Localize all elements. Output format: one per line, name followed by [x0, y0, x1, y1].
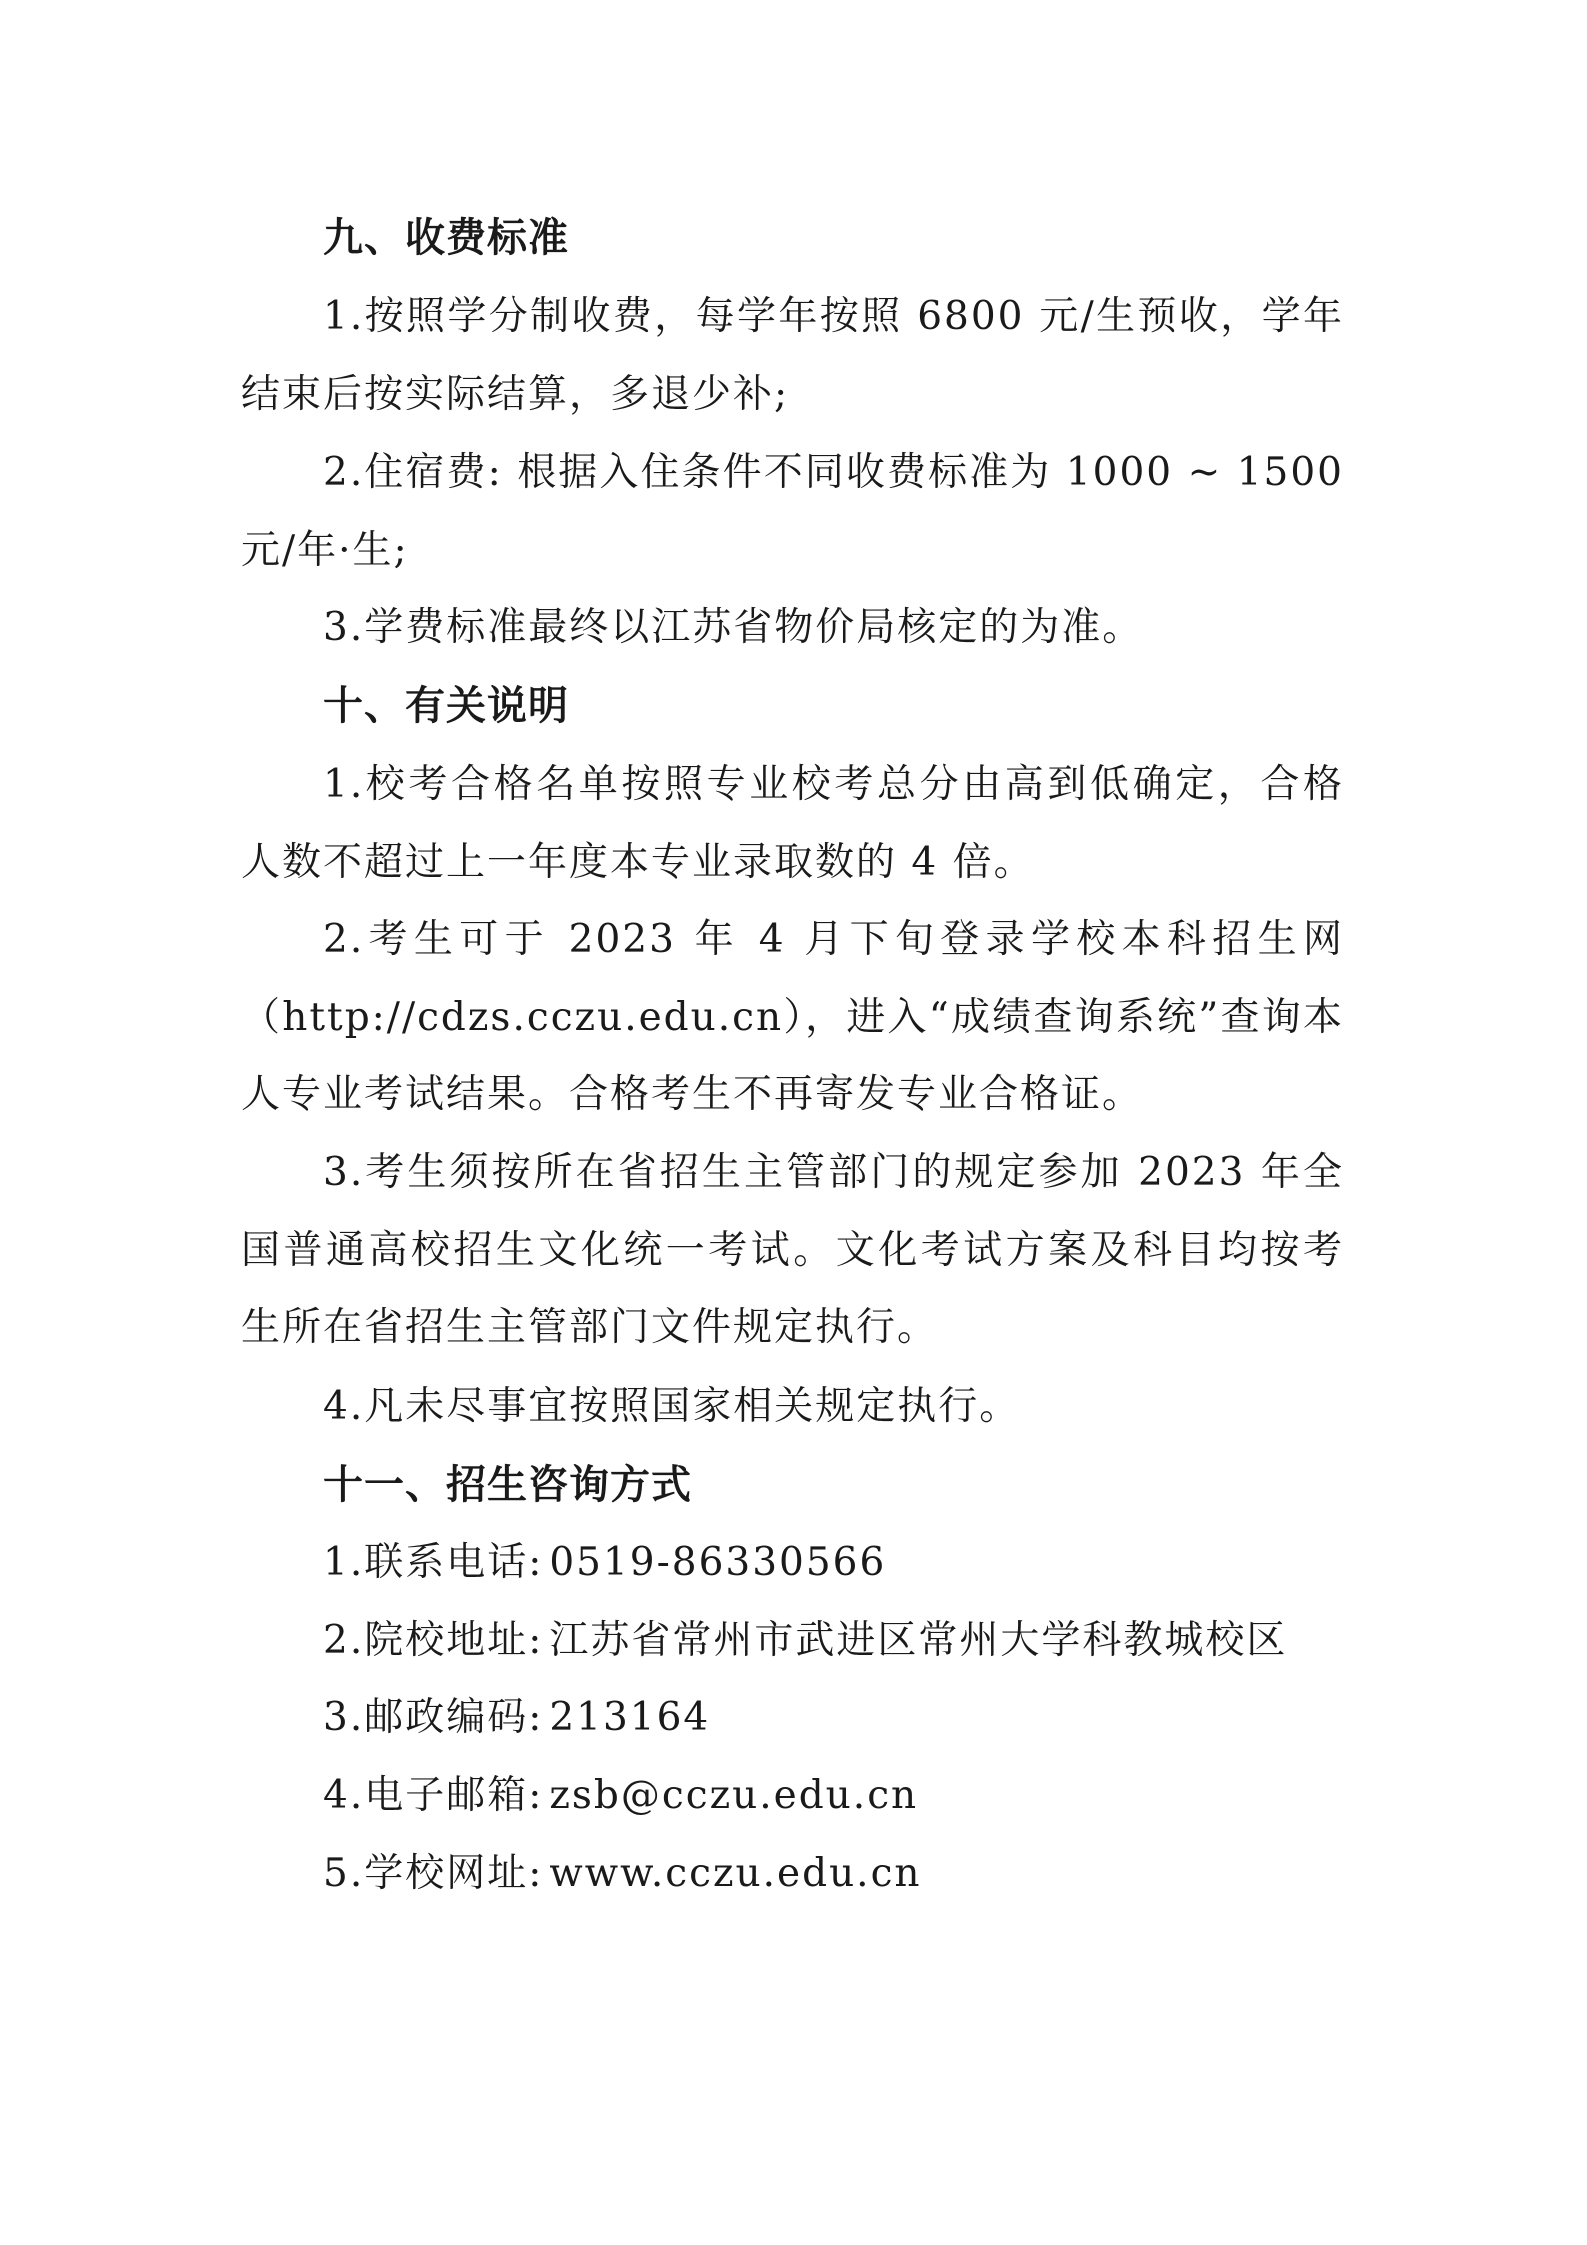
contact-address-label: 2.院校地址:: [323, 1618, 544, 1663]
note-item-4: 4.凡未尽事宜按照国家相关规定执行。: [323, 1384, 1021, 1429]
contact-website-value: www.cczu.edu.cn: [549, 1851, 922, 1896]
contact-postcode-label: 3.邮政编码:: [323, 1695, 544, 1740]
contact-phone-label: 1.联系电话:: [323, 1540, 544, 1585]
contact-email: [323, 1766, 918, 1826]
contact-website-label: 5.学校网址:: [323, 1851, 544, 1896]
section-heading-notes: 十、有关说明: [323, 683, 569, 729]
contact-postcode-value: 213164: [549, 1695, 711, 1740]
contact-address: [323, 1611, 1287, 1671]
fee-item-3: 3.学费标准最终以江苏省物价局核定的为准。: [323, 605, 1144, 650]
contact-email-label: 4.电子邮箱:: [323, 1773, 544, 1818]
contact-website: [323, 1844, 922, 1904]
contact-phone-value: 0519-86330566: [549, 1540, 887, 1585]
note-item-1: 1.校考合格名单按照专业校考总分由高到低确定，合格人数不超过上一年度本专业录取数的 4 倍。: [241, 762, 1344, 885]
contact-postcode: [323, 1688, 710, 1748]
contact-phone: [323, 1533, 886, 1593]
contact-address-value: 江苏省常州市武进区常州大学科教城校区: [549, 1618, 1288, 1663]
section-heading-fees: 九、收费标准: [323, 215, 569, 261]
contact-email-value: zsb@cczu.edu.cn: [549, 1773, 919, 1818]
section-heading-contact: 十一、招生咨询方式: [323, 1462, 692, 1508]
fee-item-2: 2.住宿费: 根据入住条件不同收费标准为 1000 ~ 1500 元/年·生;: [241, 450, 1344, 573]
fee-item-1: 1.按照学分制收费，每学年按照 6800 元/生预收，学年结束后按实际结算，多退少补;: [241, 294, 1344, 417]
note-item-3: 3.考生须按所在省招生主管部门的规定参加 2023 年全国普通高校招生文化统一考试。文化考试方案及科目均按考生所在省招生主管部门文件规定执行。: [241, 1150, 1344, 1351]
note-item-2: 2.考生可于 2023 年 4 月下旬登录学校本科招生网（http://cdzs.cczu.edu.cn），进入“成绩查询系统”查询本人专业考试结果。合格考生不再寄发专业合格证。: [241, 917, 1344, 1118]
